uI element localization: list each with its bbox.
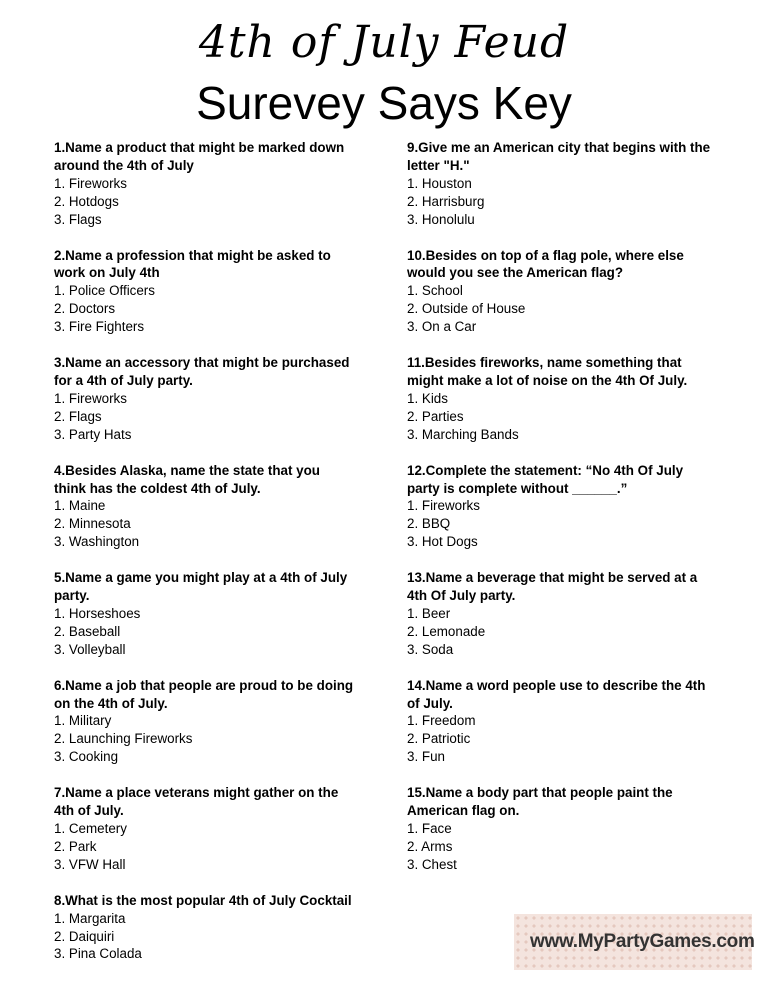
answer-item: 2. Parties xyxy=(407,408,464,424)
answer-item: 2. Outside of House xyxy=(407,301,526,317)
question-text: 9.Give me an American city that begins with the letter "H." xyxy=(407,140,711,173)
question-block xyxy=(54,462,354,552)
page-title: Surevey Says Key xyxy=(196,77,572,129)
answer-item: 1. Maine xyxy=(54,498,106,514)
answer-item: 1. Fireworks xyxy=(54,390,127,406)
question-block xyxy=(54,354,354,444)
answer-item: 1. Freedom xyxy=(407,713,476,729)
answer-item: 2. Launching Fireworks xyxy=(54,731,193,747)
question-block xyxy=(54,677,354,767)
answer-item: 3. Marching Bands xyxy=(407,426,519,442)
answer-item: 3. Washington xyxy=(54,534,140,550)
answer-item: 1. Beer xyxy=(407,605,451,621)
question-block xyxy=(54,139,354,229)
answer-item: 1. Military xyxy=(54,713,112,729)
answer-item: 3. Soda xyxy=(407,641,454,657)
answer-item: 1. Margarita xyxy=(54,910,126,926)
answer-item: 2. Hotdogs xyxy=(54,193,119,209)
question-text: 14.Name a word people use to describe the 4th of July. xyxy=(407,677,706,711)
question-block xyxy=(407,139,717,229)
answer-item: 2. Lemonade xyxy=(407,623,486,639)
answer-item: 2. Patriotic xyxy=(407,731,471,747)
answer-item: 2. Minnesota xyxy=(54,516,131,532)
question-text: 6.Name a job that people are proud to be doing on the 4th of July. xyxy=(54,677,354,711)
answer-item: 2. Baseball xyxy=(54,623,121,639)
answer-item: 3. Chest xyxy=(407,856,457,872)
answer-item: 3. Pina Colada xyxy=(54,946,142,962)
question-text: 4.Besides Alaska, name the state that you think has the coldest 4th of July. xyxy=(54,462,320,496)
question-block xyxy=(407,569,717,659)
answer-item: 3. Cooking xyxy=(54,749,119,765)
question-text: 10.Besides on top of a flag pole, where else would you see the American flag? xyxy=(407,247,684,281)
answer-item: 1. Kids xyxy=(407,390,448,406)
answer-item: 2. Daiquiri xyxy=(54,928,115,944)
question-block xyxy=(407,247,717,337)
answer-item: 3. Honolulu xyxy=(407,211,475,227)
question-block xyxy=(407,784,717,874)
answer-item: 1. School xyxy=(407,283,463,299)
answer-item: 2. Arms xyxy=(407,838,453,854)
question-text: 12.Complete the statement: “No 4th Of July party is complete without ______.” xyxy=(407,462,684,496)
question-text: 5.Name a game you might play at a 4th of July party. xyxy=(54,570,348,604)
answer-item: 3. Party Hats xyxy=(54,426,132,442)
answer-item: 1. Face xyxy=(407,821,452,836)
question-text: 2.Name a profession that might be asked to work on July 4th xyxy=(54,247,331,281)
question-block xyxy=(54,569,354,659)
site-logo xyxy=(514,914,755,970)
question-text: 13.Name a beverage that might be served at a 4th Of July party. xyxy=(407,570,698,604)
answer-item: 3. Fire Fighters xyxy=(54,319,145,335)
question-text: 7.Name a place veterans might gather on the 4th of July. xyxy=(54,785,339,819)
answer-item: 3. Volleyball xyxy=(54,641,126,657)
left-question-column xyxy=(54,139,354,981)
answer-item: 3. VFW Hall xyxy=(54,856,126,872)
title-script: 4th of July Feud xyxy=(198,17,570,68)
question-block xyxy=(407,354,717,444)
question-text: 15.Name a body part that people paint the American flag on. xyxy=(407,785,673,819)
question-text: 8.What is the most popular 4th of July Cocktail xyxy=(54,892,352,908)
question-block xyxy=(54,892,354,964)
answer-item: 2. Park xyxy=(54,838,97,854)
question-block xyxy=(54,247,354,337)
answer-item: 1. Cemetery xyxy=(54,821,127,836)
answer-item: 3. Hot Dogs xyxy=(407,534,478,550)
answer-item: 1. Houston xyxy=(407,175,472,191)
question-text: 3.Name an accessory that might be purchased for a 4th of July party. xyxy=(54,355,350,388)
answer-item: 3. Flags xyxy=(54,211,102,227)
answer-item: 1. Fireworks xyxy=(407,498,480,514)
answer-item: 3. On a Car xyxy=(407,319,477,335)
right-question-column xyxy=(407,139,717,892)
answer-item: 2. Harrisburg xyxy=(407,193,485,209)
answer-item: 3. Fun xyxy=(407,749,445,765)
answer-item: 2. Doctors xyxy=(54,301,116,317)
logo-text: www.MyPartyGames.com xyxy=(530,931,755,952)
answer-item: 1. Horseshoes xyxy=(54,605,141,621)
answer-item: 1. Fireworks xyxy=(54,175,127,191)
question-block xyxy=(54,784,354,874)
question-text: 1.Name a product that might be marked down around the 4th of July xyxy=(54,140,345,173)
answer-item: 1. Police Officers xyxy=(54,283,155,299)
question-block xyxy=(407,462,717,552)
answer-item: 2. Flags xyxy=(54,408,102,424)
question-block xyxy=(407,677,717,767)
answer-item: 2. BBQ xyxy=(407,516,451,532)
question-text: 11.Besides fireworks, name something that might make a lot of noise on the 4th Of July. xyxy=(407,355,688,388)
